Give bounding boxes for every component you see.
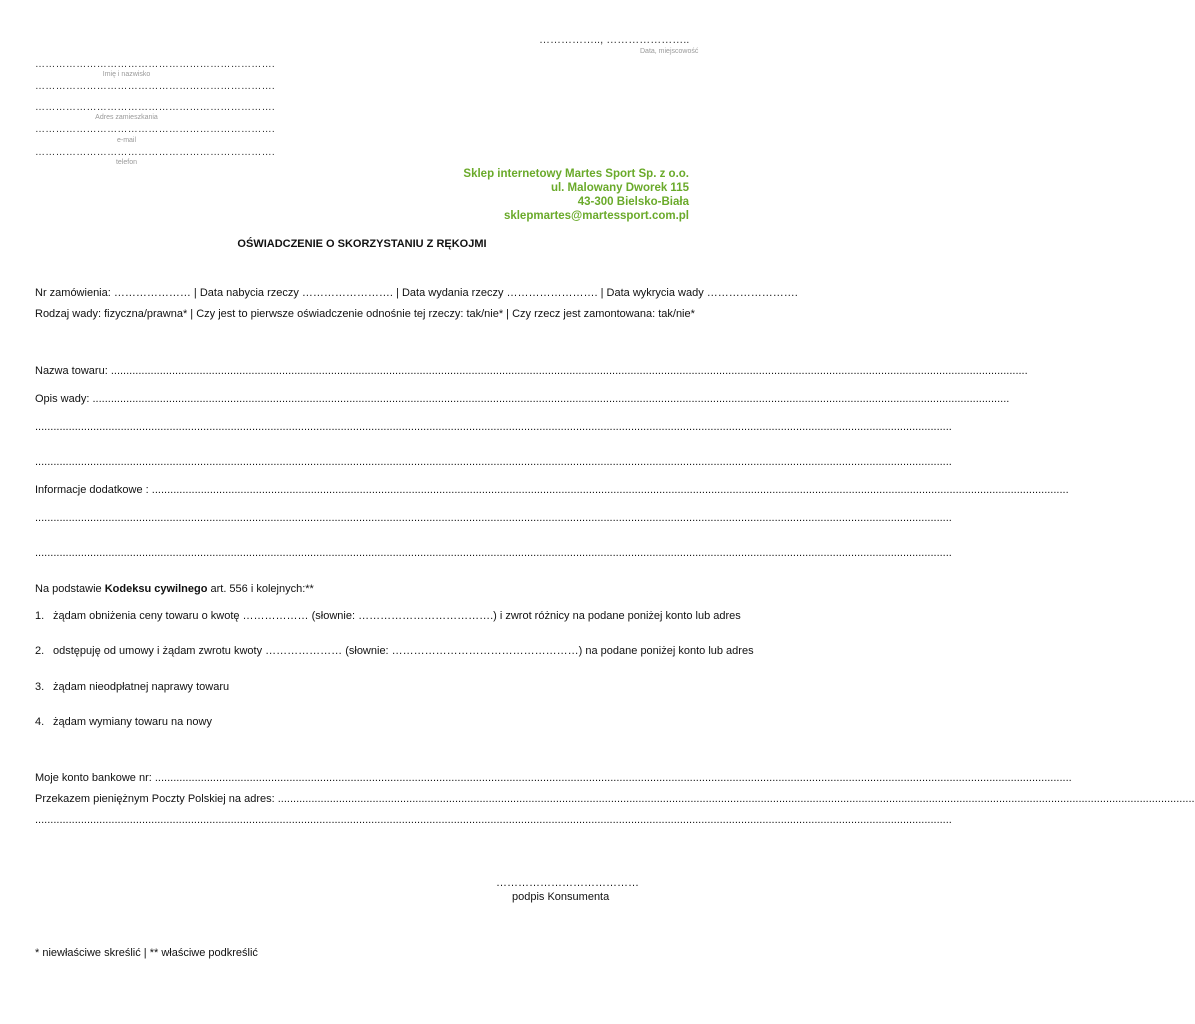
order-details-line[interactable]: Nr zamówienia: ………………… | Data nabycia rzeczy ……………………. | Data wydania rzeczy ……………………. | Data wykrycia wady …………………….	[35, 287, 798, 299]
request-number: 1.	[35, 610, 45, 622]
address-caption: Adres zamieszkania	[95, 114, 158, 121]
defect-description-line3[interactable]	[35, 456, 952, 468]
phone-caption: telefon	[115, 159, 138, 166]
dot-leader: ............................................................................................................................................................................................................................................................................................................	[35, 814, 952, 826]
defect-description-label: Opis wady:	[35, 393, 90, 405]
request-number: 4.	[35, 716, 45, 728]
additional-info-field[interactable]	[35, 484, 1069, 496]
dot-leader: ............................................................................................................................................................................................................................................................................................................	[35, 421, 952, 433]
shop-city: 43-300 Bielsko-Biała	[577, 196, 689, 208]
postal-address-line2[interactable]	[35, 814, 952, 826]
product-name-field[interactable]	[35, 365, 1028, 377]
product-name-label: Nazwa towaru:	[35, 365, 108, 377]
name-field[interactable]: …………………………………………………………….	[35, 59, 275, 70]
defect-description-line2[interactable]	[35, 421, 952, 433]
legal-basis-prefix: Na podstawie	[35, 583, 105, 595]
legal-basis	[35, 583, 314, 595]
dot-leader: ............................................................................................................................................................................................................................................................................................................	[35, 547, 952, 559]
email-field[interactable]: …………………………………………………………….	[35, 124, 275, 135]
name-caption: Imię i nazwisko	[102, 71, 151, 78]
shop-name: Sklep internetowy Martes Sport Sp. z o.o.	[463, 168, 689, 180]
product-name-dots: ............................................................................................................................................................................................................................................................................................................	[110, 365, 1028, 377]
postal-address-field[interactable]	[35, 793, 1195, 805]
shop-street: ul. Malowany Dworek 115	[550, 182, 689, 194]
request-number: 2.	[35, 645, 45, 657]
request-text: odstępuję od umowy i żądam zwrotu kwoty ………………… (słownie: ……………………………………………) na podane poniżej konto lub adres	[53, 645, 754, 657]
date-place-caption: Data, miejscowość	[640, 48, 699, 55]
defect-description-dots: ............................................................................................................................................................................................................................................................................................................	[92, 393, 1010, 405]
additional-info-label: Informacje dodatkowe :	[35, 484, 149, 496]
bank-account-label: Moje konto bankowe nr:	[35, 772, 152, 784]
additional-info-line2[interactable]	[35, 512, 952, 524]
shop-email: sklepmartes@martessport.com.pl	[503, 210, 689, 222]
defect-type-line[interactable]: Rodzaj wady: fizyczna/prawna* | Czy jest to pierwsze oświadczenie odnośnie tej rzeczy: tak/nie* | Czy rzecz jest zamontowana: tak/nie*	[35, 308, 695, 320]
request-item-1[interactable]	[35, 610, 741, 622]
document-title: OŚWIADCZENIE O SKORZYSTANIU Z RĘKOJMI	[237, 238, 487, 250]
name-field-line2[interactable]: …………………………………………………………….	[35, 81, 275, 92]
additional-info-dots: ............................................................................................................................................................................................................................................................................................................	[151, 484, 1069, 496]
legal-basis-suffix: art. 556 i kolejnych:**	[207, 583, 314, 595]
dot-leader: ............................................................................................................................................................................................................................................................................................................	[35, 512, 952, 524]
request-text: żądam nieodpłatnej naprawy towaru	[53, 681, 230, 693]
request-text: żądam wymiany towaru na nowy	[53, 716, 212, 728]
bank-account-dots: ............................................................................................................................................................................................................................................................................................................	[154, 772, 1072, 784]
dot-leader: ............................................................................................................................................................................................................................................................................................................	[35, 456, 952, 468]
postal-address-label: Przekazem pieniężnym Poczty Polskiej na adres:	[35, 793, 275, 805]
signature-label: podpis Konsumenta	[512, 891, 610, 903]
defect-description-field[interactable]	[35, 393, 1010, 405]
signature-line[interactable]: …………………………………	[496, 877, 639, 889]
request-text: żądam obniżenia ceny towaru o kwotę ……………… (słownie: ……………………………….) i zwrot różnicy na podane poniżej konto lub adres	[53, 610, 741, 622]
request-number: 3.	[35, 681, 45, 693]
bank-account-field[interactable]	[35, 772, 1072, 784]
footnote: * niewłaściwe skreślić | ** właściwe podkreślić	[35, 947, 258, 959]
date-place-field[interactable]: …………….., …………………..	[539, 34, 690, 46]
legal-basis-code: Kodeksu cywilnego	[104, 583, 208, 595]
request-item-3[interactable]	[35, 681, 229, 693]
additional-info-line3[interactable]	[35, 547, 952, 559]
phone-field[interactable]: …………………………………………………………….	[35, 147, 275, 158]
address-field[interactable]: …………………………………………………………….	[35, 102, 275, 113]
email-caption: e-mail	[116, 137, 137, 144]
request-item-4[interactable]	[35, 716, 212, 728]
postal-address-dots: ............................................................................................................................................................................................................................................................................................................	[277, 793, 1195, 805]
request-item-2[interactable]	[35, 645, 754, 657]
